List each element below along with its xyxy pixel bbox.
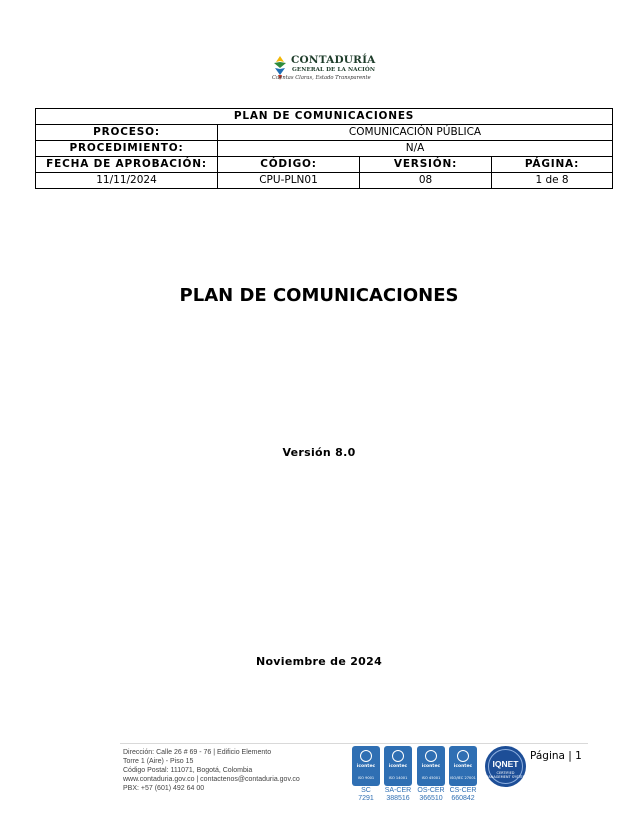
header-title: PLAN DE COMUNICACIONES <box>36 109 613 125</box>
document-date: Noviembre de 2024 <box>255 655 383 668</box>
document-version: Versión 8.0 <box>282 446 356 459</box>
pagina-value: 1 de 8 <box>492 173 613 189</box>
version-value: 08 <box>360 173 492 189</box>
footer-address <box>123 748 300 793</box>
icontec-cert-badge: icontec ISO 14001 <box>384 746 412 786</box>
iqnet-badge-icon: IQNET CERTIFIED MANAGEMENT SYSTEM <box>485 746 526 787</box>
cert-code: OS-CER 366510 <box>417 787 445 802</box>
icontec-cert-badge: icontec ISO/IEC 27001 <box>449 746 477 786</box>
logo-brand: CONTADURÍA <box>291 54 376 66</box>
proceso-label: PROCESO: <box>36 125 218 141</box>
address-line: Código Postal: 111071, Bogotá, Colombia <box>123 767 253 774</box>
footer-divider <box>120 743 588 744</box>
address-line: Torre 1 (Aire) - Piso 15 <box>123 758 194 765</box>
procedimiento-label: PROCEDIMIENTO: <box>36 141 218 157</box>
codigo-label: CÓDIGO: <box>218 157 360 173</box>
proceso-value: COMUNICACIÓN PÚBLICA <box>218 125 613 141</box>
fecha-aprobacion-value: 11/11/2024 <box>36 173 218 189</box>
icontec-logo-icon <box>392 750 404 762</box>
contaduria-logo <box>272 54 382 84</box>
fecha-aprobacion-label: FECHA DE APROBACIÓN: <box>36 157 218 173</box>
cert-code: SC 7291 <box>358 787 374 802</box>
address-line: www.contaduria.gov.co | contactenos@contaduria.gov.co <box>123 776 300 783</box>
document-header-table <box>35 108 613 189</box>
icontec-logo-icon <box>457 750 469 762</box>
cert-code: CS-CER 660842 <box>449 787 477 802</box>
address-line: Dirección: Calle 26 # 69 - 76 | Edificio Elemento <box>123 749 272 756</box>
document-title: PLAN DE COMUNICACIONES <box>179 285 459 306</box>
icontec-logo-icon <box>360 750 372 762</box>
logo-brand-sub: GENERAL DE LA NACIÓN <box>292 67 376 73</box>
address-line: PBX: +57 (601) 492 64 00 <box>123 785 205 792</box>
version-label: VERSIÓN: <box>360 157 492 173</box>
icontec-cert-badge: icontec ISO 9001 <box>352 746 380 786</box>
cert-code: SA-CER 388516 <box>384 787 412 802</box>
procedimiento-value: N/A <box>218 141 613 157</box>
logo-slogan: Cuentas Claras, Estado Transparente <box>272 75 371 81</box>
codigo-value: CPU-PLN01 <box>218 173 360 189</box>
page-number: Página | 1 <box>530 750 582 762</box>
certification-badges <box>352 746 482 806</box>
pagina-label: PÁGINA: <box>492 157 613 173</box>
icontec-cert-badge: icontec ISO 45001 <box>417 746 445 786</box>
icontec-logo-icon <box>425 750 437 762</box>
